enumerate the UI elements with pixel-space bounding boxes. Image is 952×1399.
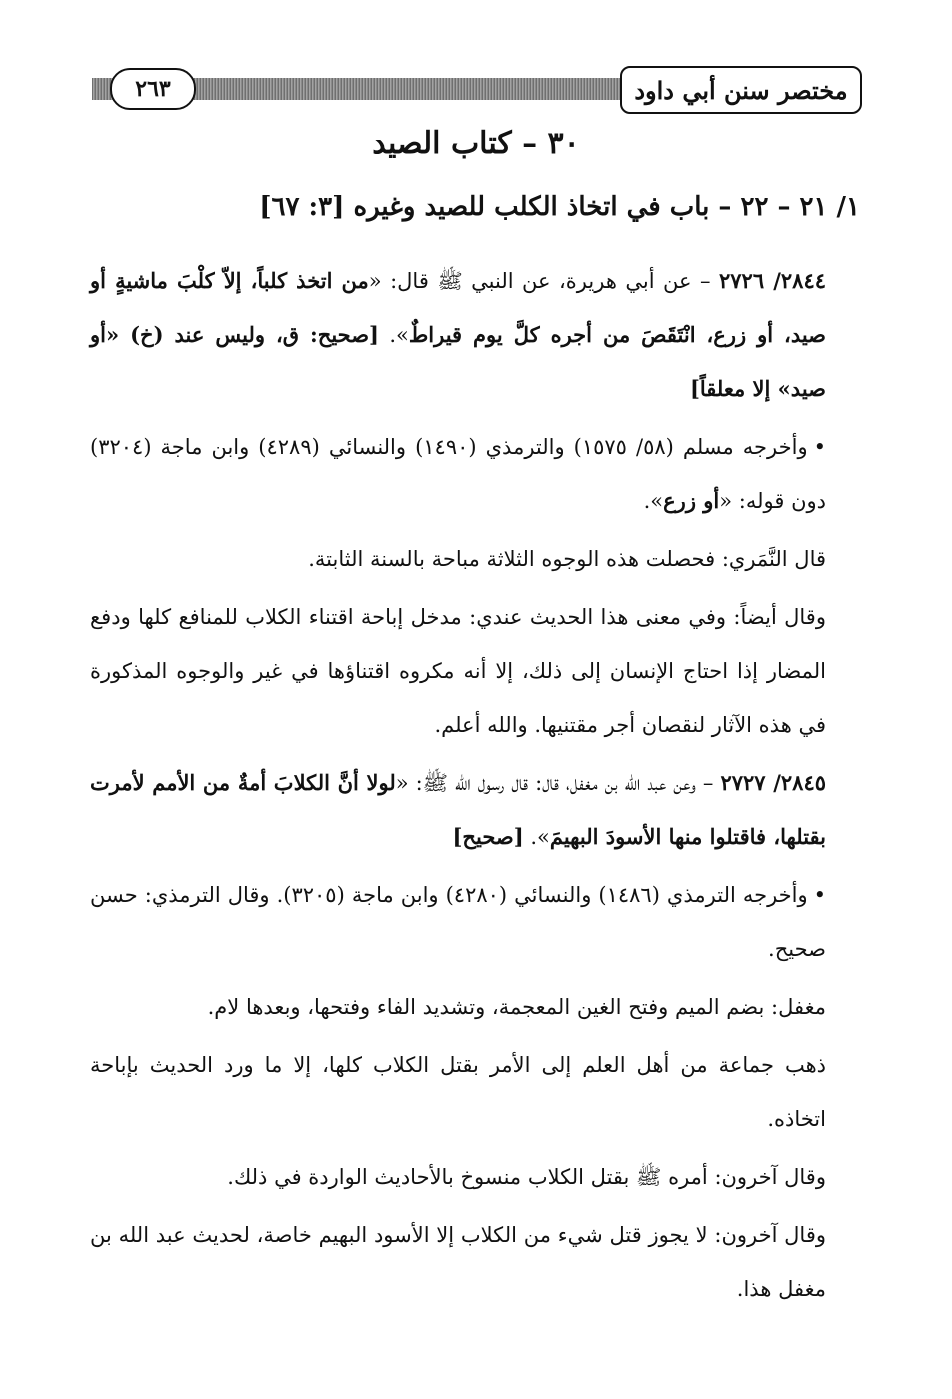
bullet-icon: • — [813, 883, 827, 907]
hadith-text: من اتخذ كلباً، إلاّ كلْبَ ماشيةٍ أو صيد، أو زرع، انْتَقَصَ من أجره كلَّ يوم قيراطٌ — [90, 268, 827, 347]
page-body — [90, 254, 860, 1320]
commentary-mughaffal: مغفل: بضم الميم وفتح الغين المعجمة، وتشديد الفاء وفتحها، وبعدها لام. — [207, 995, 826, 1019]
hadith-number: ٢٨٤٥/ ٢٧٢٧ — [720, 770, 827, 795]
commentary-namari: قال النَّمَري: فحصلت هذه الوجوه الثلاثة مباحة بالسنة الثابتة. — [308, 547, 826, 571]
chapter-title: ١/ ٢١ – ٢٢ – باب في اتخاذ الكلب للصيد وغيره [٣: ٦٧] — [259, 192, 860, 222]
page-header — [92, 66, 862, 114]
takhrij-bold-quote: أو زرع — [663, 488, 720, 513]
hadith-close-quote: ». — [378, 323, 409, 347]
commentary-akharun-1: وقال آخرون: أمره ﷺ بقتل الكلاب منسوخ بالأحاديث الواردة في ذلك. — [227, 1165, 826, 1189]
commentary-dhahaba: ذهب جماعة من أهل العلم إلى الأمر بقتل الكلاب كلها، إلا ما ورد الحديث بإباحة اتخاذه. — [90, 1053, 826, 1131]
commentary-namari-2: وقال أيضاً: وفي معنى هذا الحديث عندي: مدخل إباحة اقتناء الكلاب للمنافع كلها ودفع المضار إذا احتاج الإنسان إلى ذلك، إلا أنه مكروه اقتناؤها في غير والوجوه المذكورة في هذه الآثار لنقصان أجر مقتنيها. والله أعلم. — [90, 605, 826, 737]
hadith-text: لولا أنَّ الكلابَ أمةٌ من الأمم لأمرت بقتلها، فاقتلوا منها الأسودَ البهيمَ — [90, 770, 826, 849]
takhrij-text: وأخرجه مسلم (٥٨/ ١٥٧٥) والترمذي (١٤٩٠) والنسائي (٤٢٨٩) وابن ماجة (٣٢٠٤) دون قوله: « — [90, 435, 826, 513]
hadith-2845 — [90, 756, 860, 864]
takhrij-paragraph — [90, 420, 860, 528]
takhrij-text: وأخرجه الترمذي (١٤٨٦) والنسائي (٤٢٨٠) وابن ماجة (٣٢٠٥). وقال الترمذي: حسن صحيح. — [90, 883, 826, 961]
hadith-2844 — [90, 254, 860, 416]
hadith-intro: – وعن عبد الله بن مغفل، قال: قال رسول الله ﷺ: « — [395, 771, 721, 795]
commentary-akharun-2: وقال آخرون: لا يجوز قتل شيء من الكلاب إلا الأسود البهيم خاصة، لحديث عبد الله بن مغفل هذا. — [90, 1223, 826, 1301]
hadith-close-quote: ». — [523, 825, 550, 849]
book-title: ٣٠ – كتاب الصيد — [372, 126, 580, 161]
hadith-number: ٢٨٤٤/ ٢٧٢٦ — [718, 268, 827, 293]
hadith-intro: – عن أبي هريرة، عن النبي ﷺ قال: « — [368, 269, 719, 293]
page-number: ٢٦٣ — [110, 68, 196, 110]
takhrij-paragraph-2 — [90, 868, 860, 976]
running-title: مختصر سنن أبي داود — [620, 66, 862, 114]
takhrij-end: ». — [643, 489, 664, 513]
bullet-icon: • — [813, 435, 826, 459]
hadith-grade: [صحيح] — [452, 824, 524, 849]
hadith-grade: [صحيح: ق، وليس عند (خ) «أو صيد» إلا معلقاً] — [90, 322, 826, 401]
